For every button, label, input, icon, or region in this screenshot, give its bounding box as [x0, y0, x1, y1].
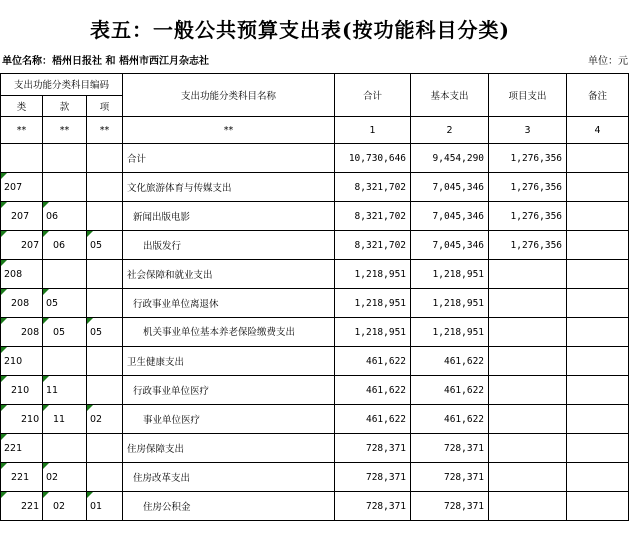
basic-cell: 728,371	[411, 463, 489, 492]
kuan-cell	[43, 260, 87, 289]
remark-cell	[567, 463, 629, 492]
name-cell: 事业单位医疗	[123, 405, 335, 434]
kuan-cell: 02	[43, 463, 87, 492]
total-cell: 461,622	[335, 347, 411, 376]
remark-cell	[567, 492, 629, 521]
kuan-header: 款	[43, 95, 87, 117]
project-cell	[489, 260, 567, 289]
xiang-cell	[87, 202, 123, 231]
project-header: 项目支出	[489, 74, 567, 117]
project-cell	[489, 463, 567, 492]
total-cell: 728,371	[335, 434, 411, 463]
table-row	[1, 347, 629, 376]
xiang-cell: 05	[87, 318, 123, 347]
basic-cell: 728,371	[411, 434, 489, 463]
lei-cell: 208	[1, 260, 43, 289]
unit-name-label: 单位名称：梧州日报社 和 梧州市西江月杂志社	[2, 56, 209, 67]
project-cell: 1,276,356	[489, 202, 567, 231]
lei-cell: 207	[1, 202, 43, 231]
basic-header: 基本支出	[411, 74, 489, 117]
func-code-group-header: 支出功能分类科目编码	[1, 74, 123, 96]
project-cell: 1,276,356	[489, 231, 567, 260]
total-cell: 461,622	[335, 376, 411, 405]
table-row	[1, 434, 629, 463]
basic-cell: 7,045,346	[411, 173, 489, 202]
remark-cell	[567, 202, 629, 231]
project-cell	[489, 289, 567, 318]
xiang-cell: 01	[87, 492, 123, 521]
table-row	[1, 144, 629, 173]
unit-line	[2, 52, 630, 68]
basic-cell: 1,218,951	[411, 260, 489, 289]
xiang-cell	[87, 260, 123, 289]
basic-cell: 7,045,346	[411, 231, 489, 260]
table-row	[1, 202, 629, 231]
kuan-cell: 05	[43, 289, 87, 318]
name-header: 支出功能分类科目名称	[123, 74, 335, 117]
total-cell: 1,218,951	[335, 289, 411, 318]
index-name: **	[123, 117, 335, 144]
name-cell: 行政事业单位离退休	[123, 289, 335, 318]
lei-header: 类	[1, 95, 43, 117]
xiang-cell	[87, 173, 123, 202]
table-row	[1, 231, 629, 260]
name-cell: 合计	[123, 144, 335, 173]
remark-cell	[567, 376, 629, 405]
remark-header: 备注	[567, 74, 629, 117]
basic-cell: 1,218,951	[411, 289, 489, 318]
xiang-cell: 02	[87, 405, 123, 434]
xiang-cell	[87, 463, 123, 492]
remark-cell	[567, 405, 629, 434]
name-cell: 行政事业单位医疗	[123, 376, 335, 405]
remark-cell	[567, 318, 629, 347]
xiang-cell	[87, 289, 123, 318]
basic-cell: 1,218,951	[411, 318, 489, 347]
kuan-cell: 02	[43, 492, 87, 521]
lei-cell: 207	[1, 231, 43, 260]
project-cell: 1,276,356	[489, 173, 567, 202]
name-cell: 机关事业单位基本养老保险缴费支出	[123, 318, 335, 347]
table-row	[1, 405, 629, 434]
index-xiang: **	[87, 117, 123, 144]
lei-cell: 221	[1, 463, 43, 492]
basic-cell: 9,454,290	[411, 144, 489, 173]
kuan-cell: 06	[43, 231, 87, 260]
name-cell: 新闻出版电影	[123, 202, 335, 231]
basic-cell: 7,045,346	[411, 202, 489, 231]
kuan-cell: 11	[43, 405, 87, 434]
total-cell: 8,321,702	[335, 173, 411, 202]
total-header: 合计	[335, 74, 411, 117]
index-project: 3	[489, 117, 567, 144]
lei-cell: 208	[1, 289, 43, 318]
index-basic: 2	[411, 117, 489, 144]
basic-cell: 461,622	[411, 347, 489, 376]
total-cell: 461,622	[335, 405, 411, 434]
name-cell: 文化旅游体育与传媒支出	[123, 173, 335, 202]
index-remark: 4	[567, 117, 629, 144]
basic-cell: 461,622	[411, 376, 489, 405]
remark-cell	[567, 260, 629, 289]
total-cell: 1,218,951	[335, 318, 411, 347]
lei-cell: 208	[1, 318, 43, 347]
basic-cell: 728,371	[411, 492, 489, 521]
remark-cell	[567, 173, 629, 202]
kuan-cell	[43, 347, 87, 376]
name-cell: 住房保障支出	[123, 434, 335, 463]
expenditure-table	[0, 73, 629, 521]
xiang-cell	[87, 347, 123, 376]
project-cell	[489, 434, 567, 463]
total-cell: 8,321,702	[335, 231, 411, 260]
project-cell	[489, 405, 567, 434]
name-cell: 社会保障和就业支出	[123, 260, 335, 289]
table-row	[1, 376, 629, 405]
remark-cell	[567, 347, 629, 376]
kuan-cell	[43, 173, 87, 202]
project-cell	[489, 376, 567, 405]
kuan-cell	[43, 434, 87, 463]
xiang-cell: 05	[87, 231, 123, 260]
basic-cell: 461,622	[411, 405, 489, 434]
lei-cell: 210	[1, 347, 43, 376]
lei-cell: 221	[1, 492, 43, 521]
remark-cell	[567, 434, 629, 463]
total-cell: 728,371	[335, 492, 411, 521]
index-kuan: **	[43, 117, 87, 144]
total-cell: 8,321,702	[335, 202, 411, 231]
table-row	[1, 260, 629, 289]
xiang-header: 项	[87, 95, 123, 117]
currency-unit-label: 单位：元	[588, 56, 628, 67]
project-cell: 1,276,356	[489, 144, 567, 173]
table-row	[1, 463, 629, 492]
table-row	[1, 289, 629, 318]
project-cell	[489, 492, 567, 521]
kuan-cell: 06	[43, 202, 87, 231]
lei-cell	[1, 144, 43, 173]
xiang-cell	[87, 144, 123, 173]
total-cell: 728,371	[335, 463, 411, 492]
index-lei: **	[1, 117, 43, 144]
table-row	[1, 173, 629, 202]
table-row	[1, 492, 629, 521]
kuan-cell	[43, 144, 87, 173]
page-title: 表五：一般公共预算支出表(按功能科目分类)	[90, 18, 510, 42]
remark-cell	[567, 289, 629, 318]
lei-cell: 210	[1, 376, 43, 405]
lei-cell: 210	[1, 405, 43, 434]
total-cell: 1,218,951	[335, 260, 411, 289]
xiang-cell	[87, 376, 123, 405]
xiang-cell	[87, 434, 123, 463]
name-cell: 住房改革支出	[123, 463, 335, 492]
project-cell	[489, 318, 567, 347]
total-cell: 10,730,646	[335, 144, 411, 173]
name-cell: 住房公积金	[123, 492, 335, 521]
table-row	[1, 318, 629, 347]
lei-cell: 207	[1, 173, 43, 202]
kuan-cell: 05	[43, 318, 87, 347]
remark-cell	[567, 231, 629, 260]
name-cell: 出版发行	[123, 231, 335, 260]
index-total: 1	[335, 117, 411, 144]
kuan-cell: 11	[43, 376, 87, 405]
remark-cell	[567, 144, 629, 173]
lei-cell: 221	[1, 434, 43, 463]
name-cell: 卫生健康支出	[123, 347, 335, 376]
project-cell	[489, 347, 567, 376]
